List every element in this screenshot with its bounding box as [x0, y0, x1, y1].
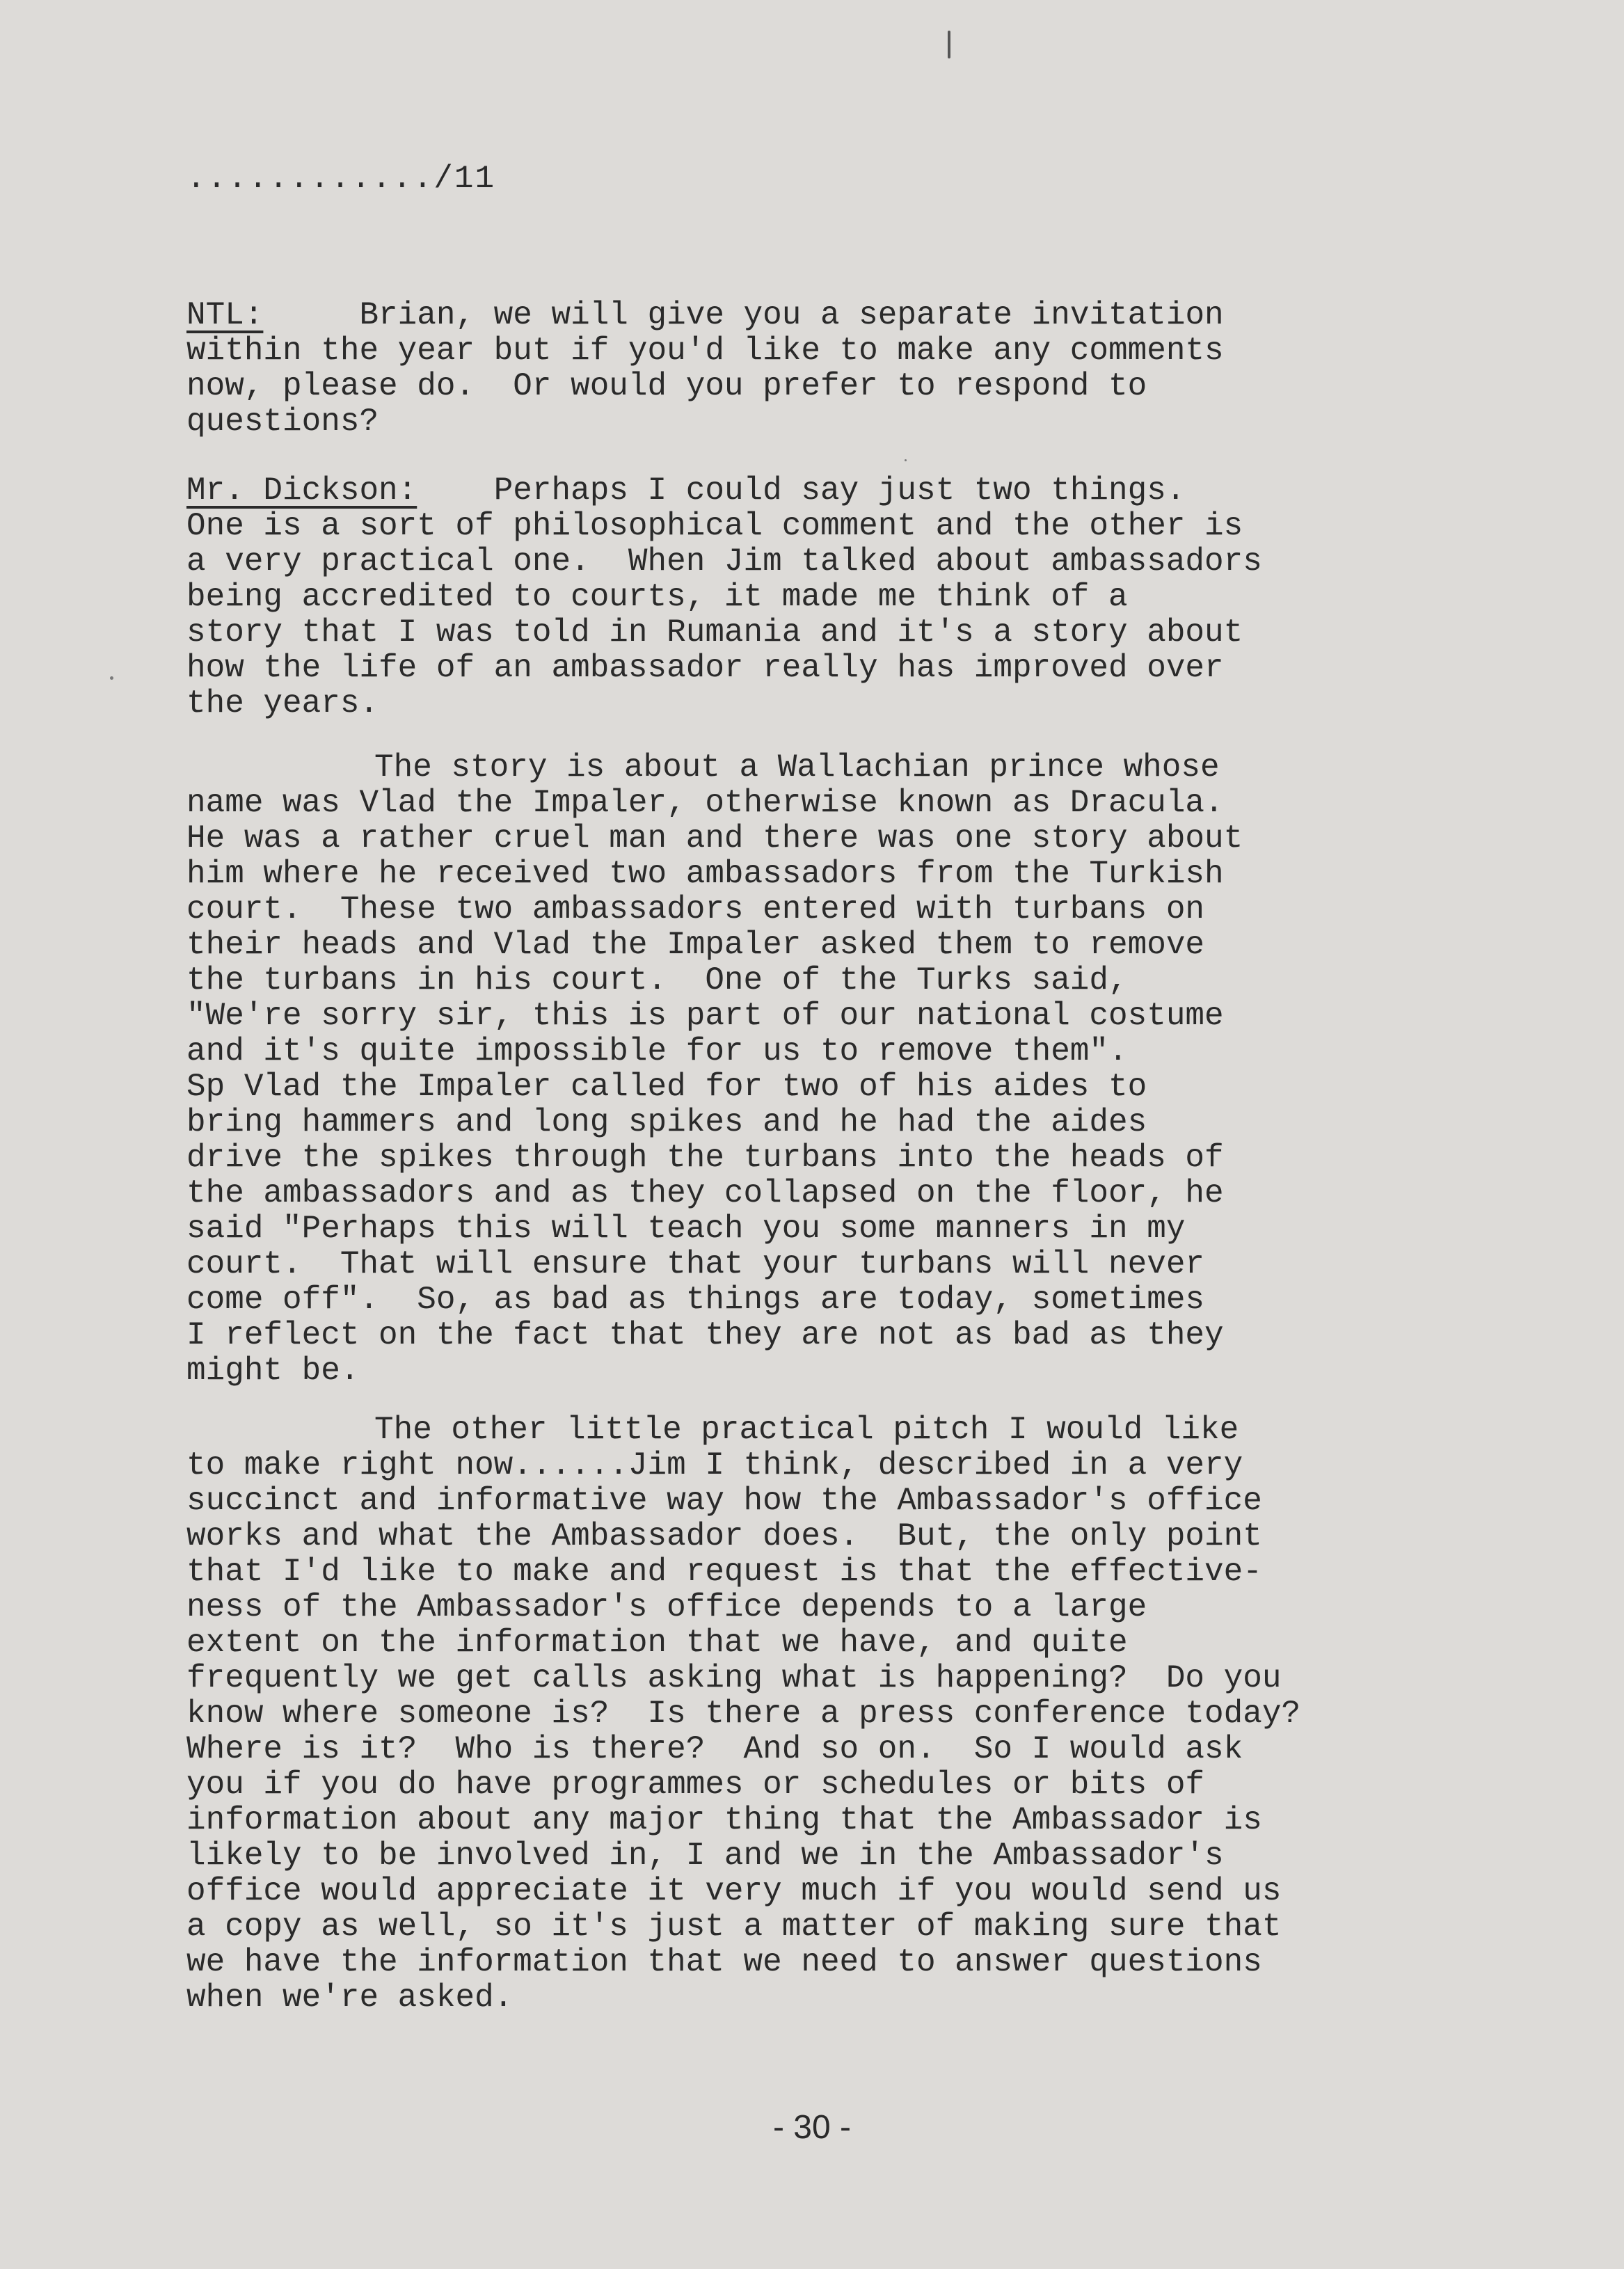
text-line: likely to be involved in, I and we in the Ambassador's [186, 1838, 1224, 1874]
text-line: said "Perhaps this will teach you some manners in my [186, 1211, 1186, 1247]
text-line: bring hammers and long spikes and he had the aides [186, 1104, 1147, 1140]
text-line: being accredited to courts, it made me think of a [186, 579, 1128, 615]
paragraph-ntl [186, 298, 1224, 440]
text-line: ness of the Ambassador's office depends to a large [186, 1589, 1147, 1625]
text-line: when we're asked. [186, 1980, 514, 2016]
page-number: - 30 - [772, 2109, 852, 2146]
text-line: questions? [186, 404, 379, 440]
text-line: I reflect on the fact that they are not as bad as they [186, 1317, 1224, 1353]
text-line: Perhaps I could say just two things. [493, 472, 1186, 509]
text-line: One is a sort of philosophical comment and the other is [186, 508, 1243, 544]
text-line: frequently we get calls asking what is happening? Do you [186, 1660, 1282, 1696]
text-line: a very practical one. When Jim talked about ambassadors [186, 543, 1262, 580]
text-line: now, please do. Or would you prefer to respond to [186, 368, 1147, 404]
text-line: Where is it? Who is there? And so on. So I would ask [186, 1731, 1243, 1767]
text-line: information about any major thing that the Ambassador is [186, 1802, 1262, 1838]
text-line: him where he received two ambassadors from the Turkish [186, 856, 1224, 892]
text-line: Brian, we will give you a separate invitation [359, 297, 1224, 333]
text-line: that I'd like to make and request is that the effective- [186, 1554, 1262, 1590]
text-line: and it's quite impossible for us to remove them". [186, 1033, 1128, 1069]
paragraph-practical-pitch [186, 1412, 1300, 2016]
paragraph-dickson [186, 473, 1262, 722]
text-line: we have the information that we need to answer questions [186, 1944, 1262, 1980]
text-line: court. These two ambassadors entered with turbans on [186, 891, 1205, 927]
text-line: the ambassadors and as they collapsed on the floor, he [186, 1175, 1224, 1211]
page-reference: ............/11 [186, 161, 496, 197]
text-line: The story is about a Wallachian prince whose [374, 749, 1220, 786]
text-line: might be. [186, 1353, 360, 1389]
text-line: name was Vlad the Impaler, otherwise known as Dracula. [186, 785, 1224, 821]
text-line: within the year but if you'd like to make any comments [186, 333, 1224, 369]
scan-mark [905, 459, 907, 461]
text-line: office would appreciate it very much if you would send us [186, 1873, 1282, 1909]
text-line: Sp Vlad the Impaler called for two of his aides to [186, 1069, 1147, 1105]
text-line: drive the spikes through the turbans into the heads of [186, 1140, 1224, 1176]
text-line: extent on the information that we have, and quite [186, 1625, 1128, 1661]
text-line: to make right now......Jim I think, described in a very [186, 1447, 1243, 1483]
text-line: court. That will ensure that your turbans will never [186, 1246, 1205, 1282]
text-line: story that I was told in Rumania and it's a story about [186, 614, 1243, 651]
text-line: know where someone is? Is there a press conference today? [186, 1696, 1301, 1732]
text-line: The other little practical pitch I would like [374, 1412, 1239, 1448]
text-line: "We're sorry sir, this is part of our national costume [186, 998, 1224, 1034]
paragraph-story [186, 750, 1243, 1389]
text-line: succinct and informative way how the Ambassador's office [186, 1483, 1262, 1519]
text-line: the years. [186, 685, 379, 722]
text-line: their heads and Vlad the Impaler asked them to remove [186, 927, 1205, 963]
text-line: how the life of an ambassador really has improved over [186, 650, 1224, 686]
text-line: He was a rather cruel man and there was one story about [186, 820, 1243, 857]
text-line: the turbans in his court. One of the Turks said, [186, 962, 1128, 998]
scan-mark [948, 31, 950, 58]
speaker-label: NTL: [186, 297, 264, 333]
text-line: come off". So, as bad as things are today, sometimes [186, 1282, 1205, 1318]
scan-mark [110, 676, 113, 680]
speaker-label: Mr. Dickson: [186, 472, 417, 509]
text-line: works and what the Ambassador does. But, the only point [186, 1518, 1262, 1554]
text-line: a copy as well, so it's just a matter of making sure that [186, 1909, 1282, 1945]
text-line: you if you do have programmes or schedules or bits of [186, 1767, 1205, 1803]
